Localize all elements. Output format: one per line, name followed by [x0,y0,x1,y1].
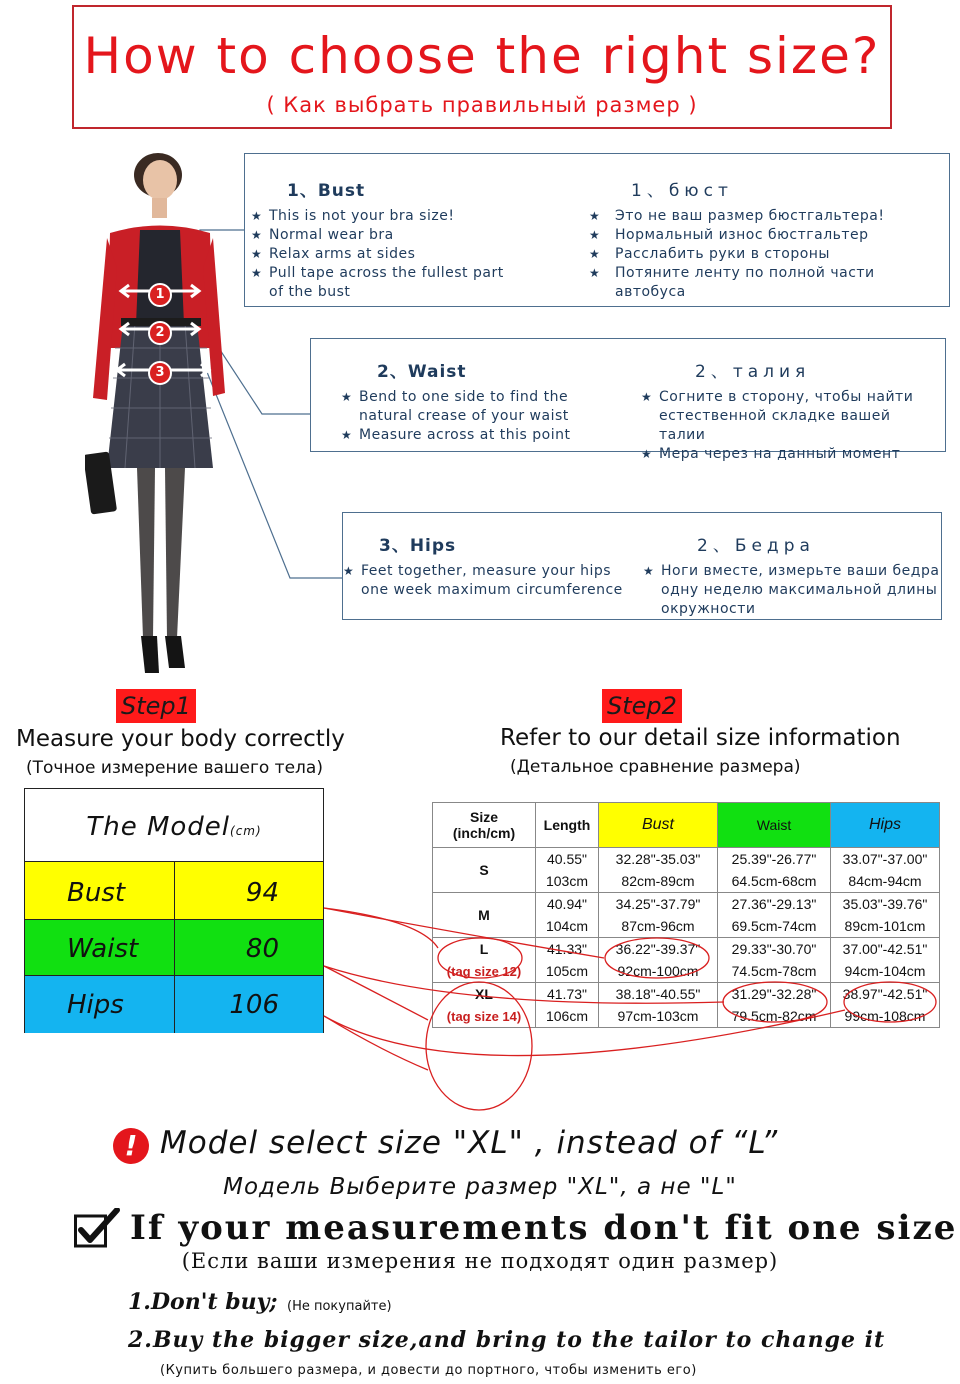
hips-ru-column [643,531,941,619]
bust-en-item: ★ Pull tape across the fullest part of the bust [251,264,519,302]
step1-heading: Measure your body correctly [16,726,345,752]
length-cm: 103cm [545,873,589,889]
size-row-l [433,938,940,983]
size-cell [433,983,536,1028]
waist-cell [718,938,831,983]
marker-2: 2 [148,321,172,345]
waist-en-heading: 2、Waist [377,362,467,382]
annotation-line-hips-size [324,1016,428,1070]
length-cm: 104cm [545,918,589,934]
annotation-line-bust-size [324,908,438,948]
model-row-waist [25,919,323,976]
bust-en-item: ★ This is not your bra size! [251,207,571,226]
hips-ru-heading: 2、Бедра [697,536,815,556]
waist-ru-heading: 2、талия [695,362,811,382]
hips-cm: 94cm-104cm [844,963,926,979]
waist-inch: 29.33"-30.70" [731,941,817,957]
bust-cm: 82cm-89cm [621,873,695,889]
bust-inch: 36.22"-39.37" [615,941,701,957]
model-row-value: 106 [229,990,279,1020]
hips-inch: 38.97"-42.51" [842,986,928,1002]
step2-tag: Step2 [602,689,682,723]
marker-1: 1 [148,283,172,307]
col-header-size-label: Size [469,809,498,825]
col-header-size [433,803,536,848]
waist-inch: 25.39"-26.77" [731,851,817,867]
checkbox-check-icon [74,1208,120,1248]
size-name: L [479,941,489,958]
bust-en-item: ★ Normal wear bra [251,226,571,245]
col-header-size-unit: (inch/cm) [452,825,516,841]
waist-inch: 31.29"-32.28" [731,986,817,1002]
tip-buy-bigger: 2.Buy the bigger size,and bring to the tailor to change it [128,1327,886,1353]
model-row-value: 80 [245,934,279,964]
hips-cell [831,848,940,893]
tip-buy-bigger-ru: (Купить большего размера, и довести до портного, чтобы изменить его) [160,1363,697,1378]
size-row-xl [433,983,940,1028]
col-header-hips: Hips [831,803,940,848]
hips-info-box [342,512,942,620]
hips-en-column [343,531,623,600]
model-size-note-ru: Модель Выберите размер "XL", а не "L" [223,1174,737,1200]
model-table-unit: (cm) [230,824,262,838]
length-cell [536,893,599,938]
hips-inch: 35.03"-39.76" [842,896,928,912]
model-row-bust [25,861,323,920]
length-inch: 41.73" [546,986,587,1002]
size-table-header-row [433,803,940,848]
bust-ru-heading: 1、бюст [631,181,733,201]
size-row-m [433,893,940,938]
waist-cm: 64.5cm-68cm [731,873,817,889]
model-measurements-table [24,788,324,1033]
waist-cm: 69.5cm-74cm [731,918,817,934]
bust-cm: 97cm-103cm [617,1008,699,1024]
hips-cell [831,983,940,1028]
bust-cell [599,938,718,983]
size-tag: (tag size 12) [446,963,522,979]
bust-cm: 92cm-100cm [617,963,699,979]
bust-cell [599,848,718,893]
size-name: M [478,907,490,923]
waist-en-item: ★ Measure across at this point [341,426,601,445]
fit-note-heading-ru: (Если ваши измерения не подходят один размер) [181,1249,779,1273]
bust-inch: 32.28"-35.03" [615,851,701,867]
waist-cell [718,848,831,893]
model-size-note: Model select size "XL" , instead of “L” [160,1125,779,1161]
page-subtitle: ( Как выбрать правильный размер ) [266,93,698,117]
size-row-s [433,848,940,893]
annotation-line-waist-size [324,966,428,1020]
bust-ru-item: ★ Нормальный износ бюстгальтер [589,226,949,245]
hips-en-heading: 3、Hips [379,536,457,556]
bust-cell [599,893,718,938]
step2-heading: Refer to our detail size information [500,725,901,751]
hips-en-item: ★ Feet together, measure your hips one week maximum circumference [343,562,625,600]
waist-cell [718,893,831,938]
size-chart-table [432,802,940,1028]
waist-inch: 27.36"-29.13" [731,896,817,912]
model-row-value: 94 [245,878,279,908]
tip-dont-buy: 1.Don't buy; [128,1289,278,1315]
model-row-label: Bust [25,862,175,920]
model-row-hips [25,975,323,1033]
size-cell [433,938,536,983]
model-table-header [25,789,323,861]
size-name: S [479,862,489,878]
fit-note-heading: If your measurements don't fit one size [130,1208,958,1248]
bust-inch: 38.18"-40.55" [615,986,701,1002]
bust-ru-item: ★ Это не ваш размер бюстгальтера! [589,207,949,226]
model-row-label: Hips [25,976,175,1033]
length-cm: 105cm [545,963,589,979]
length-cell [536,983,599,1028]
bust-cell [599,983,718,1028]
waist-cm: 79.5cm-82cm [731,1008,817,1024]
bust-ru-item: ★ Потяните ленту по полной части автобуса [589,264,949,302]
waist-cm: 74.5cm-78cm [731,963,817,979]
model-figure [85,148,235,688]
size-tag: (tag size 14) [446,1008,522,1024]
hips-cm: 99cm-108cm [844,1008,926,1024]
col-header-length: Length [536,803,599,848]
step1-tag: Step1 [116,689,196,723]
model-table-title: The Model [86,812,231,842]
length-cell [536,938,599,983]
hips-cm: 84cm-94cm [848,873,922,889]
hips-cell [831,893,940,938]
step1-subheading: (Точное измерение вашего тела) [26,758,323,778]
length-inch: 40.55" [546,851,587,867]
col-header-bust: Bust [599,803,718,848]
size-cell [433,893,536,938]
waist-ru-column [641,357,941,464]
hips-ru-item: ★ Ноги вместе, измерьте ваши бедра одну неделю максимальной длины окружности [643,562,941,619]
bust-ru-item: ★ Расслабить руки в стороны [589,245,949,264]
col-header-waist: Waist [718,803,831,848]
hips-cell [831,938,940,983]
bust-ru-column [589,176,949,302]
bust-info-box [244,153,950,307]
bust-cm: 87cm-96cm [621,918,695,934]
bust-en-heading: 1、Bust [287,181,366,201]
length-inch: 40.94" [546,896,587,912]
length-cm: 106cm [545,1008,589,1024]
waist-info-box [310,338,946,462]
bust-en-item: ★ Relax arms at sides [251,245,571,264]
waist-ru-item: ★ Мера через на данный момент [641,445,941,464]
waist-cell [718,983,831,1028]
page-title: How to choose the right size? [83,27,881,85]
hips-cm: 89cm-101cm [844,918,926,934]
length-inch: 41.33" [546,941,587,957]
bust-inch: 34.25"-37.79" [615,896,701,912]
size-name: XL [475,986,493,1003]
warning-icon: ! [113,1128,149,1164]
waist-ru-item: ★ Согните в сторону, чтобы найти естественной складке вашей талии [641,388,939,445]
marker-3: 3 [148,361,172,385]
waist-en-column [341,357,601,445]
bust-en-column [251,176,571,302]
step2-subheading: (Детальное сравнение размера) [510,757,801,777]
tip-dont-buy-ru: (Не покупайте) [287,1299,392,1314]
hips-inch: 33.07"-37.00" [842,851,928,867]
model-row-label: Waist [25,920,175,976]
hips-inch: 37.00"-42.51" [842,941,928,957]
length-cell [536,848,599,893]
waist-en-item: ★ Bend to one side to find the natural crease of your waist [341,388,587,426]
size-cell [433,848,536,893]
